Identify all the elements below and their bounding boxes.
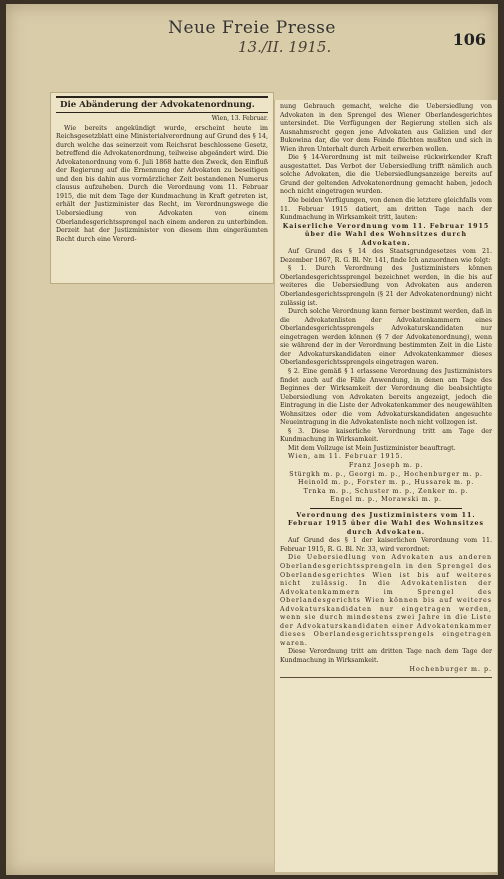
article-dateline: Wien, 13. Februar. bbox=[211, 115, 268, 122]
article-body: Wie bereits angekündigt wurde, erscheint heute im Reichsgesetzblatt eine Ministerialverordnung auf Grund des § 14, durch welche das seinerzeit vom Reichsrat beschlossene Gesetz, betreffend die Advokatenordnung, teilweise abgeändert wird. Die Advokatenordnung vom 6. Juli 1868 hatte den Zweck, den Einfluß der Regierung auf die Ernennung der Advokaten zu beseitigen und den bis dahin aus vormärzlicher Zeit bestandenen Numerus clausus aufzuheben. Durch die Verordnung vom 11. Februar 1915, die mit dem Tage der Kundmachung in Kraft getreten ist, erhält der Justizminister das Recht, im Verordnungswege die Uebersiedlung von Advokaten von einem Oberlandesgerichtssprengel nach einem anderen zu unterbinden. Derzeit hat der Justizminister von diesem ihm eingeräumten Recht durch eine Verord- bbox=[56, 124, 268, 243]
clipping-left-column bbox=[50, 92, 274, 284]
imperial-order-preamble: Auf Grund des § 14 des Staatsgrundgesetzes vom 21. Dezember 1867, R. G. Bl. Nr. 141, finde Ich anzuordnen wie folgt: bbox=[280, 248, 492, 264]
ministry-order-signature: Hochenburger m. p. bbox=[409, 665, 492, 673]
section-divider bbox=[310, 508, 462, 509]
imperial-order-section-1b: Durch solche Verordnung kann ferner bestimmt werden, daß in die Advokatenlisten der Advokatenkammern eines Oberlandesgerichtssprengels Advokaturskandidaten nur eingetragen werden können (§ 7 der Advokatenordnung), wenn sie während der in der Verordnung bestimmten Zeit in die Liste der Advokaturskandidaten einer Advokatenkammer dieses Oberlandesgerichtssprengels eingetragen waren. bbox=[280, 308, 492, 367]
archive-sheet bbox=[6, 4, 498, 875]
end-rule bbox=[280, 677, 492, 678]
signatures-ministers-4: Engel m. p., Morawski m. p. bbox=[330, 496, 442, 504]
article-headline: Die Abänderung der Advokatenordnung. bbox=[56, 96, 268, 113]
imperial-order-section-2: § 2. Eine gemäß § 1 erlassene Verordnung des Justizministers findet auch auf die Fälle Anwendung, in denen am Tage des Beginnes der Wirksamkeit der Verordnung die beabsichtigte Uebersiedlung von Advokaten bereits angezeigt, jedoch die Eintragung in die Liste der Advokatenkammer des neugewählten Wohnsitzes oder die vom Advokaturskandidaten angesuchte Neueintragung in die Advokatenliste noch nicht vollzogen ist. bbox=[280, 367, 492, 427]
imperial-order-title: Kaiserliche Verordnung vom 11. Februar 1915 über die Wahl des Wohnsitzes durch Advokaten. bbox=[282, 222, 490, 247]
signature-emperor: Franz Joseph m. p. bbox=[348, 461, 424, 469]
signatures-ministers-3: Trnka m. p., Schuster m. p., Zenker m. p. bbox=[303, 487, 469, 495]
ministry-order-title: Verordnung des Justizministers vom 11. Februar 1915 über die Wahl des Wohnsitzes durch Advokaten. bbox=[287, 511, 485, 536]
imperial-order-section-1: § 1. Durch Verordnung des Justizministers können Oberlandesgerichtssprengel bezeichnet werden, in die bis auf weiteres die Uebersiedlung von Advokaten aus anderen Oberlandesgerichtssprengeln (§ 21 der Advokatenordnung) nicht zulässig ist. bbox=[280, 265, 492, 307]
ministry-order-final: Diese Verordnung tritt am dritten Tage nach dem Tage der Kundmachung in Wirksamkeit. bbox=[280, 648, 492, 664]
continuation-paragraph: nung Gebrauch gemacht, welche die Uebersiedlung von Advokaten in den Sprengel des Wiener Oberlandesgerichtes untersindet. Die Verfügungen der Regierung stellen sich als Ausnahmsrecht gegen jene Advokaten aus Galizien und der Bukowina dar, die vor dem Feinde flüchten mußten und sich in Wien ihren Unterhalt durch Arbeit erwerben wollen. bbox=[280, 103, 492, 153]
clipping-right-column bbox=[274, 100, 497, 872]
paragraph-intro-orders: Die beiden Verfügungen, von denen die letztere gleichfalls vom 11. Februar 1915 datiert, am dritten Tage nach der Kundmachung in Wirksamkeit tritt, lauten: bbox=[280, 197, 492, 222]
paragraph-retroactive: Die § 14-Verordnung ist mit teilweise rückwirkender Kraft ausgestattet. Das Verbot der Uebersiedlung trifft nämlich auch solche Advokaten, die die Uebersiedlungsanzeige bereits auf Grund der geltenden Advokatenordnung gemacht haben, jedoch noch nicht eingetragen wurden. bbox=[280, 154, 492, 196]
newspaper-masthead: Neue Freie Presse bbox=[168, 18, 336, 38]
signatures-ministers-1: Stürgkh m. p., Georgi m. p., Hochenburger m. p. bbox=[289, 470, 483, 478]
imperial-order-section-3: § 3. Diese kaiserliche Verordnung tritt am Tage der Kundmachung in Wirksamkeit. bbox=[280, 427, 492, 444]
signatures-ministers-2: Heinold m. p., Forster m. p., Hussarek m. p. bbox=[298, 479, 474, 487]
ministry-order-body: Die Uebersiedlung von Advokaten aus anderen Oberlandesgerichtssprengeln in den Sprengel des Oberlandesgerichtes Wien ist bis auf weiteres nicht zulässig. In die Advokatenlisten der Advokatenkammern im Sprengel des Oberlandesgerichts Wien können bis auf weiteres Advokaturskandidaten nur eingetragen werden, wenn sie durch mindestens zwei Jahre in die Liste der Advokaturskandidaten einer Advokatenkammer dieses Oberlandesgerichtssprengels eingetragen waren. bbox=[280, 554, 492, 647]
handwritten-date: 13./II. 1915. bbox=[238, 38, 332, 56]
page-number: 106 bbox=[452, 30, 486, 49]
imperial-order-place-date: Wien, am 11. Februar 1915. bbox=[288, 453, 404, 461]
imperial-order-execution: Mit dem Vollzuge ist Mein Justizminister beauftragt. bbox=[288, 444, 456, 452]
ministry-order-preamble: Auf Grund des § 1 der kaiserlichen Verordnung vom 11. Februar 1915, R. G. Bl. Nr. 33, wird verordnet: bbox=[280, 537, 492, 553]
